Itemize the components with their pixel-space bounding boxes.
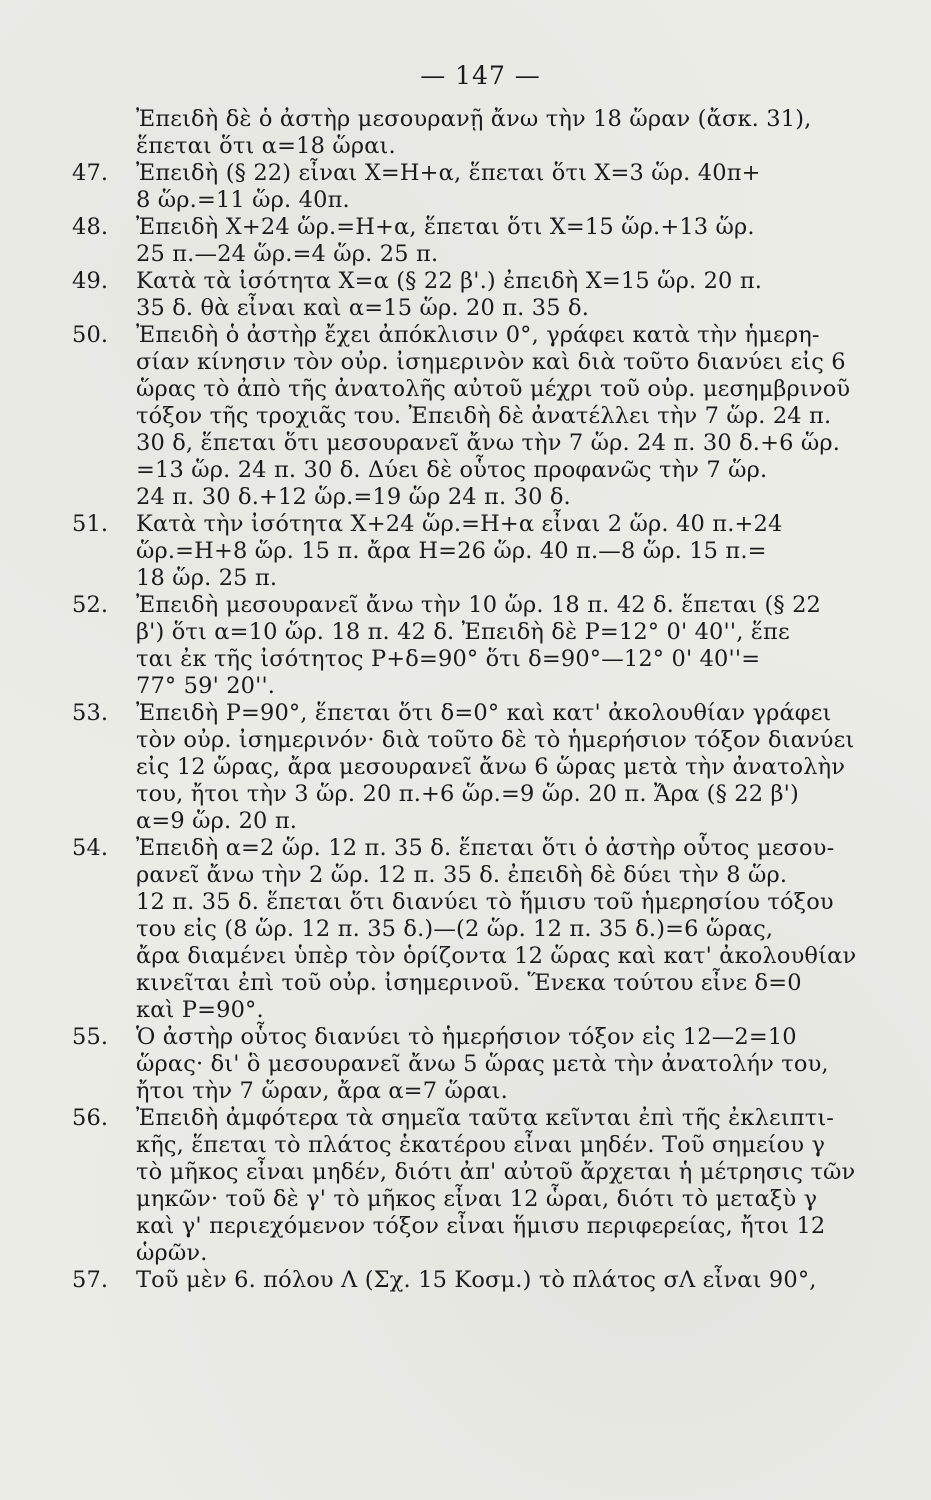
text-line: 30 δ, ἕπεται ὅτι μεσουρανεῖ ἄνω τὴν 7 ὥρ. 24 π. 30 δ.+6 ὥρ.: [136, 430, 841, 456]
page-number: — 147 —: [420, 61, 541, 90]
text-line: κῆς, ἕπεται τὸ πλάτος ἑκατέρου εἶναι μηδέν. Τοῦ σημείου γ: [136, 1132, 826, 1158]
text-line: =13 ὥρ. 24 π. 30 δ. Δύει δὲ οὗτος προφανῶς τὴν 7 ὥρ.: [136, 457, 768, 483]
exercise-57: [72, 1267, 861, 1294]
text-line: 24 π. 30 δ.+12 ὥρ.=19 ὥρ 24 π. 30 δ.: [136, 484, 571, 510]
exercise-number: 50.: [72, 322, 109, 348]
text-line: ἕπεται ὅτι α=18 ὥραι.: [136, 133, 396, 159]
text-line: ὥρ.=Η+8 ὥρ. 15 π. ἄρα Η=26 ὥρ. 40 π.—8 ὥρ. 15 π.=: [136, 538, 767, 564]
text-line: Κατὰ τὰ ἰσότητα Χ=α (§ 22 β'.) ἐπειδὴ Χ=15 ὥρ. 20 π.: [136, 268, 763, 294]
text-line: ὥρας τὸ ἀπὸ τῆς ἀνατολῆς αὐτοῦ μέχρι τοῦ οὐρ. μεσημβρινοῦ: [136, 376, 851, 402]
exercise-number: 57.: [72, 1267, 109, 1293]
text-line: κινεῖται ἐπὶ τοῦ οὐρ. ἰσημερινοῦ. Ἕνεκα τούτου εἶνε δ=0: [136, 970, 802, 996]
text-line: β') ὅτι α=10 ὥρ. 18 π. 42 δ. Ἐπειδὴ δὲ Ρ=12° 0' 40'', ἕπε: [136, 619, 790, 645]
text-line: τόξον τῆς τροχιᾶς του. Ἐπειδὴ δὲ ἀνατέλλει τὴν 7 ὥρ. 24 π.: [136, 403, 832, 429]
text-line: Κατὰ τὴν ἰσότητα Χ+24 ὥρ.=Η+α εἶναι 2 ὥρ. 40 π.+24: [136, 511, 783, 537]
text-line: 12 π. 35 δ. ἕπεται ὅτι διανύει τὸ ἥμισυ τοῦ ἡμερησίου τόξου: [136, 889, 834, 915]
exercise-56: [72, 1105, 861, 1267]
text-line: Τοῦ μὲν 6. πόλου Λ (Σχ. 15 Κοσμ.) τὸ πλάτος σΛ εἶναι 90°,: [136, 1267, 817, 1293]
exercise-number: 48.: [72, 214, 109, 240]
exercise-number: 54.: [72, 835, 109, 861]
exercise-54: [72, 835, 861, 1024]
text-line: Ἐπειδὴ Χ+24 ὥρ.=Η+α, ἕπεται ὅτι Χ=15 ὥρ.+13 ὥρ.: [136, 214, 755, 240]
text-line: του, ἤτοι τὴν 3 ὥρ. 20 π.+6 ὥρ.=9 ὥρ. 20 π. Ἄρα (§ 22 β'): [136, 781, 799, 807]
text-line: 25 π.—24 ὥρ.=4 ὥρ. 25 π.: [136, 241, 439, 267]
exercise-53: [72, 700, 861, 835]
text-line: Ἐπειδὴ μεσουρανεῖ ἄνω τὴν 10 ὥρ. 18 π. 42 δ. ἕπεται (§ 22: [136, 592, 822, 618]
exercise-number: 55.: [72, 1024, 109, 1050]
text-line: ὥρας· δι' ὃ μεσουρανεῖ ἄνω 5 ὥρας μετὰ τὴν ἀνατολήν του,: [136, 1051, 829, 1077]
text-line: ται ἐκ τῆς ἰσότητος Ρ+δ=90° ὅτι δ=90°—12° 0' 40''=: [136, 646, 761, 672]
text-line: 77° 59' 20''.: [136, 673, 276, 699]
intro-paragraph: [100, 106, 861, 160]
text-line: Ἐπειδὴ (§ 22) εἶναι Χ=Η+α, ἕπεται ὅτι Χ=3 ὥρ. 40π+: [136, 160, 761, 186]
text-line: Ἐπειδὴ ὁ ἀστὴρ ἔχει ἀπόκλισιν 0°, γράφει κατὰ τὴν ἡμερη-: [136, 322, 820, 348]
text-line: ρανεῖ ἄνω τὴν 2 ὥρ. 12 π. 35 δ. ἐπειδὴ δὲ δύει τὴν 8 ὥρ.: [136, 862, 788, 888]
page-body: [72, 106, 861, 1294]
exercise-49: [72, 268, 861, 322]
text-line: σίαν κίνησιν τὸν οὐρ. ἰσημερινὸν καὶ διὰ τοῦτο διανύει εἰς 6: [136, 349, 846, 375]
text-line: 18 ὥρ. 25 π.: [136, 565, 278, 591]
text-line: του εἰς (8 ὥρ. 12 π. 35 δ.)—(2 ὥρ. 12 π. 35 δ.)=6 ὥρας,: [136, 916, 774, 942]
exercise-number: 47.: [72, 160, 109, 186]
exercise-47: [72, 160, 861, 214]
text-line: Ὁ ἀστὴρ οὗτος διανύει τὸ ἡμερήσιον τόξον εἰς 12—2=10: [136, 1024, 797, 1050]
exercise-number: 52.: [72, 592, 109, 618]
text-line: καὶ Ρ=90°.: [136, 997, 264, 1023]
exercise-number: 56.: [72, 1105, 109, 1131]
exercise-number: 49.: [72, 268, 109, 294]
text-line: εἰς 12 ὥρας, ἄρα μεσουρανεῖ ἄνω 6 ὥρας μετὰ τὴν ἀνατολὴν: [136, 754, 846, 780]
exercise-55: [72, 1024, 861, 1105]
text-line: Ἐπειδὴ α=2 ὥρ. 12 π. 35 δ. ἕπεται ὅτι ὁ ἀστὴρ οὗτος μεσου-: [136, 835, 835, 861]
exercise-number: 53.: [72, 700, 109, 726]
exercise-52: [72, 592, 861, 700]
text-line: ἤτοι τὴν 7 ὥραν, ἄρα α=7 ὥραι.: [136, 1078, 508, 1104]
text-line: Ἐπειδὴ δὲ ὁ ἀστὴρ μεσουρανῇ ἄνω τὴν 18 ὥραν (ἄσκ. 31),: [136, 106, 812, 132]
text-line: τὸν οὐρ. ἰσημερινόν· διὰ τοῦτο δὲ τὸ ἡμερήσιον τόξον διανύει: [136, 727, 855, 753]
text-line: α=9 ὥρ. 20 π.: [136, 808, 298, 834]
exercise-51: [72, 511, 861, 592]
text-line: 8 ὥρ.=11 ὥρ. 40π.: [136, 187, 350, 213]
exercise-50: [72, 322, 861, 511]
text-line: τὸ μῆκος εἶναι μηδέν, διότι ἀπ' αὐτοῦ ἄρχεται ἡ μέτρησις τῶν: [136, 1159, 856, 1185]
exercise-48: [72, 214, 861, 268]
text-line: Ἐπειδὴ ἀμφότερα τὰ σημεῖα ταῦτα κεῖνται ἐπὶ τῆς ἐκλειπτι-: [136, 1105, 835, 1131]
text-line: μηκῶν· τοῦ δὲ γ' τὸ μῆκος εἶναι 12 ὧραι, διότι τὸ μεταξὺ γ: [136, 1186, 818, 1212]
text-line: Ἐπειδὴ Ρ=90°, ἕπεται ὅτι δ=0° καὶ κατ' ἀκολουθίαν γράφει: [136, 700, 832, 726]
text-line: ἄρα διαμένει ὑπὲρ τὸν ὁρίζοντα 12 ὥρας καὶ κατ' ἀκολουθίαν: [136, 943, 857, 969]
text-line: ὡρῶν.: [136, 1240, 208, 1266]
exercise-number: 51.: [72, 511, 109, 537]
text-line: 35 δ. θὰ εἶναι καὶ α=15 ὥρ. 20 π. 35 δ.: [136, 295, 589, 321]
text-line: καὶ γ' περιεχόμενον τόξον εἶναι ἥμισυ περιφερείας, ἤτοι 12: [136, 1213, 826, 1239]
